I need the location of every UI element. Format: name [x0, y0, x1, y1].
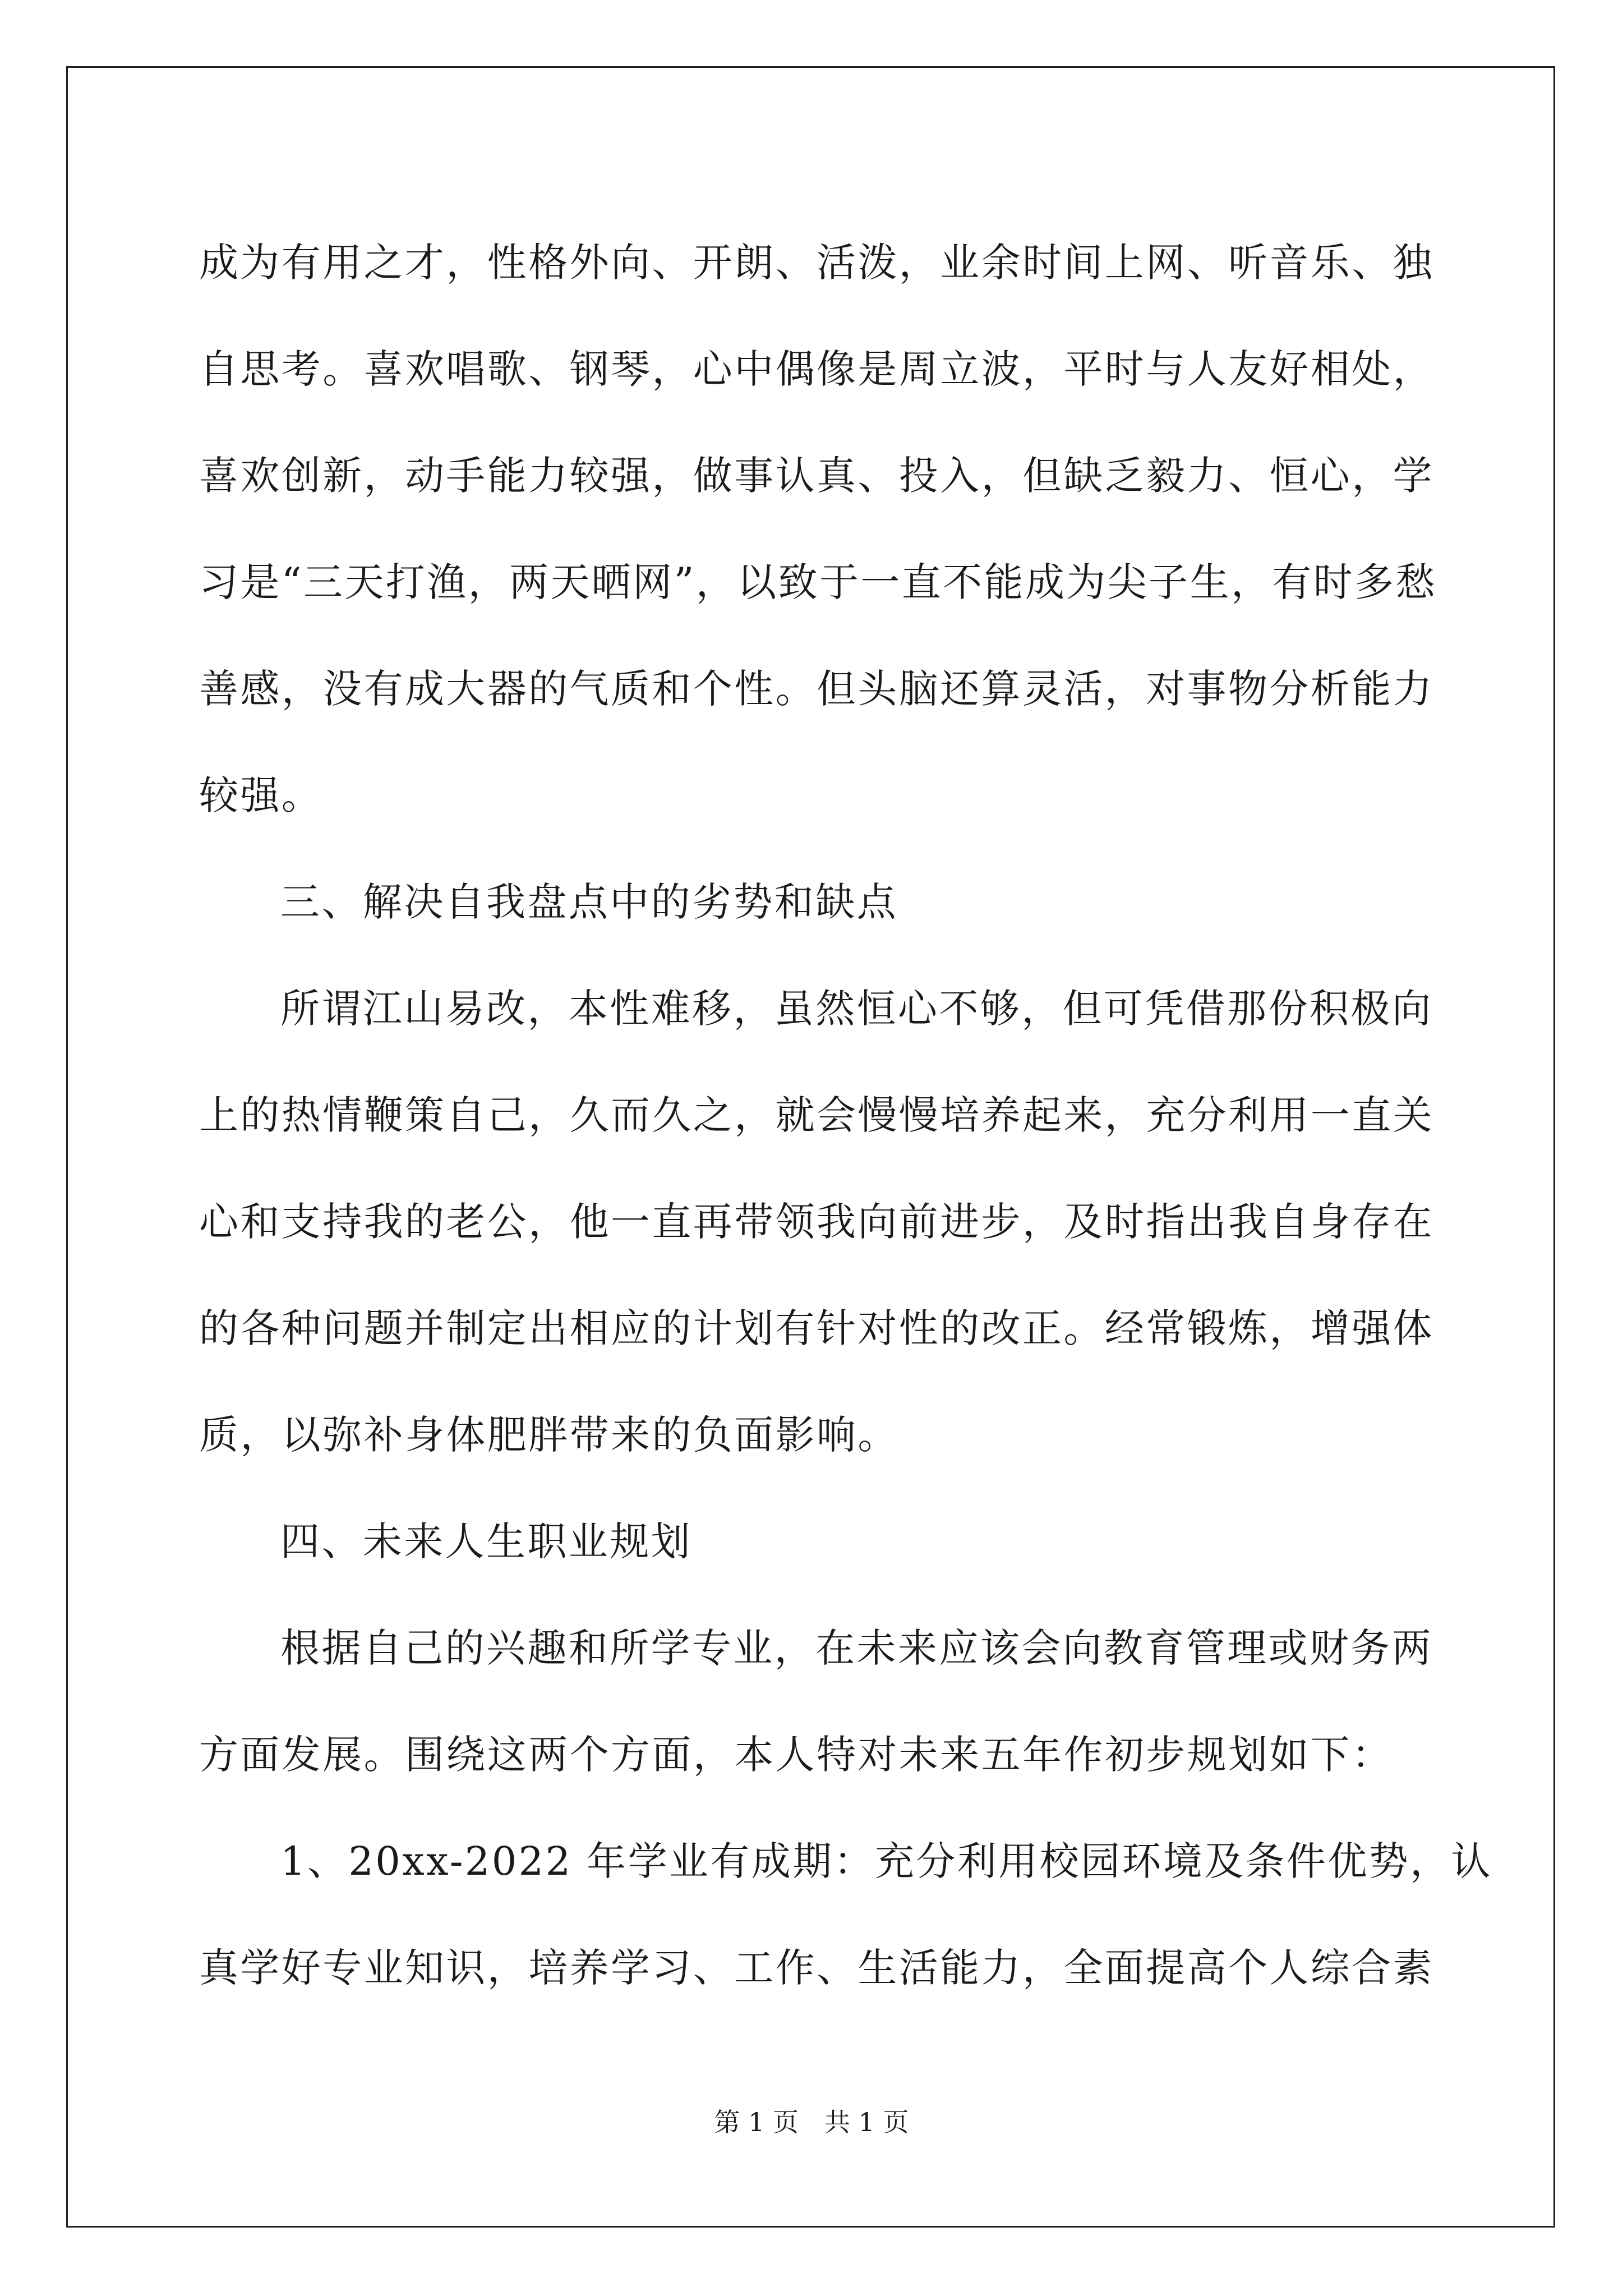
text-line: 喜欢创新，动手能力较强，做事认真、投入，但缺乏毅力、恒心，学: [199, 453, 1434, 499]
text-line: 较强。: [199, 772, 323, 818]
text-line: 上的热情鞭策自己，久而久之，就会慢慢培养起来，充分利用一直关: [199, 1092, 1434, 1138]
text-line: 习是“三天打渔，两天晒网”，以致于一直不能成为尖子生，有时多愁: [199, 559, 1437, 605]
page-number-footer: 第 1 页 共 1 页: [714, 2107, 909, 2137]
section-heading: 四、未来人生职业规划: [280, 1519, 692, 1565]
text-line: 真学好专业知识，培养学习、工作、生活能力，全面提高个人综合素: [199, 1945, 1434, 1991]
document-body: [199, 209, 1492, 2021]
text-line: 自思考。喜欢唱歌、钢琴，心中偶像是周立波，平时与人友好相处，: [199, 346, 1434, 392]
text-line: 方面发展。围绕这两个方面，本人特对未来五年作初步规划如下：: [199, 1732, 1393, 1778]
text-line: 1、20xx-2022 年学业有成期：充分利用校园环境及条件优势，认: [280, 1838, 1492, 1884]
text-line: 根据自己的兴趣和所学专业，在未来应该会向教育管理或财务两: [280, 1625, 1433, 1671]
text-line: 善感，没有成大器的气质和个性。但头脑还算灵活，对事物分析能力: [199, 666, 1434, 712]
text-line: 的各种问题并制定出相应的计划有针对性的改正。经常锻炼，增强体: [199, 1305, 1434, 1351]
text-line: 成为有用之才，性格外向、开朗、活泼，业余时间上网、听音乐、独: [199, 240, 1434, 286]
section-heading: 三、解决自我盘点中的劣势和缺点: [280, 879, 898, 925]
text-line: 所谓江山易改，本性难移，虽然恒心不够，但可凭借那份积极向: [280, 986, 1433, 1032]
text-line: 质，以弥补身体肥胖带来的负面影响。: [199, 1412, 899, 1458]
text-line: 心和支持我的老公，他一直再带领我向前进步，及时指出我自身存在: [199, 1199, 1434, 1245]
